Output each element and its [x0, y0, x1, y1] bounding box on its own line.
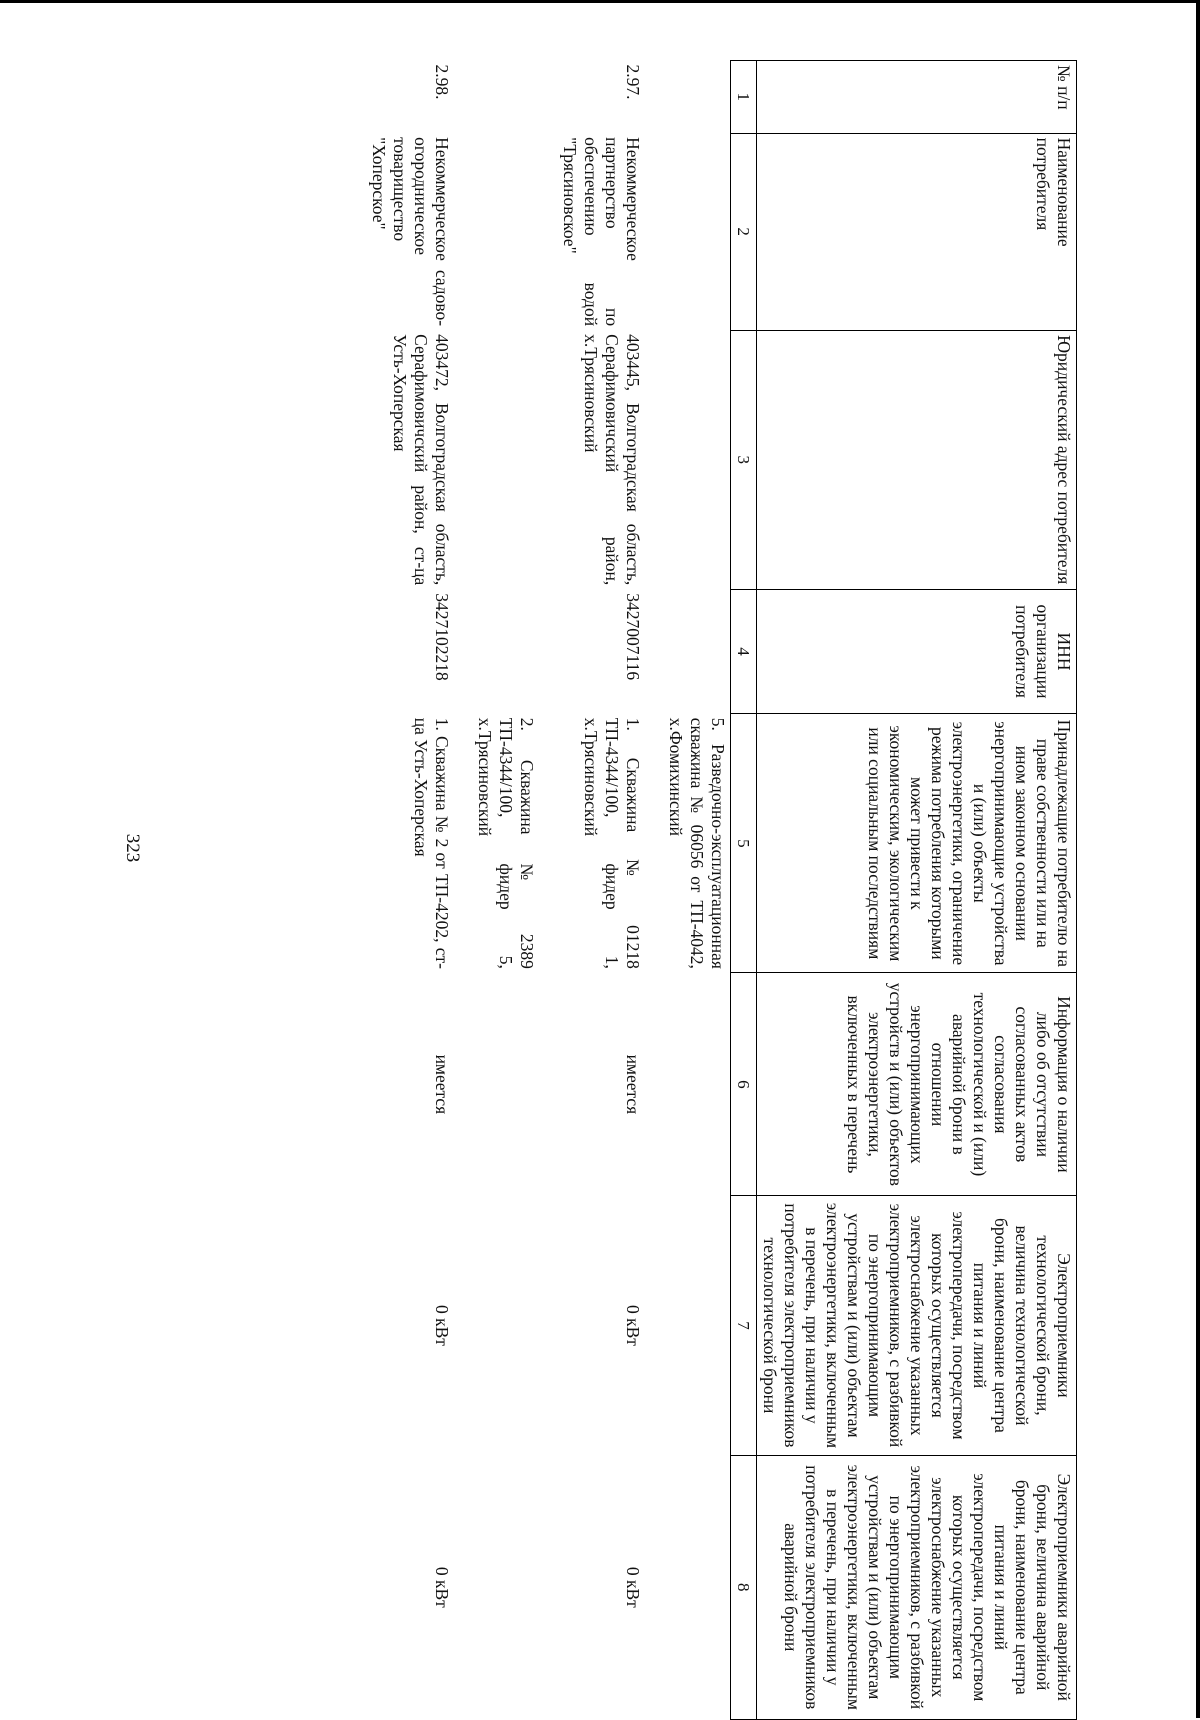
- column-number: 4: [731, 589, 757, 713]
- column-number: 5: [731, 714, 757, 973]
- header-emergency-reserve: Электроприемники аварийной брони, величина аварийной брони, наименование центра питания и линий электропередачи, посредством которых осуществляется электроснабжение указанных электроприемников, с разбивкой по энергопринимающим устройствам и (или) объектам электроэнергетики, включенным в перечень, при наличии у потребителя электроприемников аварийной брони: [757, 1455, 1077, 1719]
- table-row: [557, 61, 645, 1720]
- column-number: 1: [731, 61, 757, 134]
- consumer-inn: 3427007116: [623, 593, 643, 681]
- page-number: 323: [122, 833, 143, 863]
- rotated-table-sheet: [177, 60, 1077, 1720]
- column-number-row: [731, 61, 757, 1720]
- consumer-name: Некоммерческое садово-огородническое товарищество "Хоперское": [369, 137, 452, 327]
- tech-reserve-value: 0 кВт: [623, 1304, 643, 1346]
- emergency-reserve-value: 0 кВт: [623, 1566, 643, 1608]
- header-objects: Принадлежащие потребителю на праве собственности или на ином законном основании энергопринимающие устройства и (или) объекты электроэнергетики, ограничение режима потребления которыми может привести к экономическим, экологическим или социальным последствиям: [757, 714, 1077, 973]
- table-row: [366, 61, 454, 1720]
- consumer-name: Некоммерческое партнерство по обеспечению водой "Трясиновское": [560, 137, 643, 327]
- table-row-continuation: [472, 61, 539, 1720]
- object-entry: 2. Скважина № 2389 ТП-4344/100, фидер 5, х.Трясиновский: [475, 717, 537, 969]
- header-row: [757, 61, 1077, 1720]
- object-entry: 1. Скважина № 2 от ТП-4202, ст-ца Усть-Хоперская: [411, 717, 452, 969]
- column-number: 6: [731, 973, 757, 1196]
- header-address: Юридический адрес потребителя: [757, 330, 1077, 589]
- header-name: Наименование потребителя: [757, 133, 1077, 330]
- consumer-address: 403472, Волгоградская область, Серафимовичский район, ст-ца Усть-Хоперская: [390, 334, 452, 586]
- consumer-address: 403445, Волгоградская область, Серафимовичский район, х.Трясиновский: [581, 334, 643, 586]
- row-number: 2.98.: [432, 64, 452, 100]
- column-number: 8: [731, 1455, 757, 1719]
- continuation-row: [663, 61, 731, 1720]
- header-acts: Информация о наличии либо об отсутствии согласованных актов согласования технологической и (или) аварийной брони в отношении энергопринимающих устройств и (или) объектов электроэнергетики, включенных в перечень: [757, 973, 1077, 1196]
- scan-top-edge: [0, 0, 1200, 3]
- tech-reserve-value: 0 кВт: [432, 1304, 452, 1346]
- object-entry: 5. Разведочно-эксплуатационная скважина № 06056 от ТП-4042, х.Фомихинский: [666, 717, 728, 969]
- consumer-inn: 3427102218: [432, 593, 452, 681]
- scan-right-edge: [1196, 0, 1200, 1718]
- header-inn: ИНН организации потребителя: [757, 589, 1077, 713]
- column-number: 2: [731, 133, 757, 330]
- object-entry: 1. Скважина № 01218 ТП-4344/100, фидер 1, х.Трясиновский: [581, 717, 643, 969]
- consumer-register-table: [366, 60, 1077, 1720]
- header-number: № п/п: [757, 61, 1077, 134]
- acts-status: имеется: [432, 1054, 452, 1115]
- emergency-reserve-value: 0 кВт: [432, 1566, 452, 1608]
- row-number: 2.97.: [623, 64, 643, 100]
- column-number: 3: [731, 330, 757, 589]
- header-tech-reserve: Электроприемники технологической брони, величина технологической брони, наименование центра питания и линий электропередачи, посредством которых осуществляется электроснабжение указанных электроприемников, с разбивкой по энергопринимающим устройствам и (или) объектам электроэнергетики, включенным в перечень, при наличии у потребителя электроприемников технологической брони: [757, 1196, 1077, 1455]
- acts-status: имеется: [623, 1054, 643, 1115]
- column-number: 7: [731, 1196, 757, 1455]
